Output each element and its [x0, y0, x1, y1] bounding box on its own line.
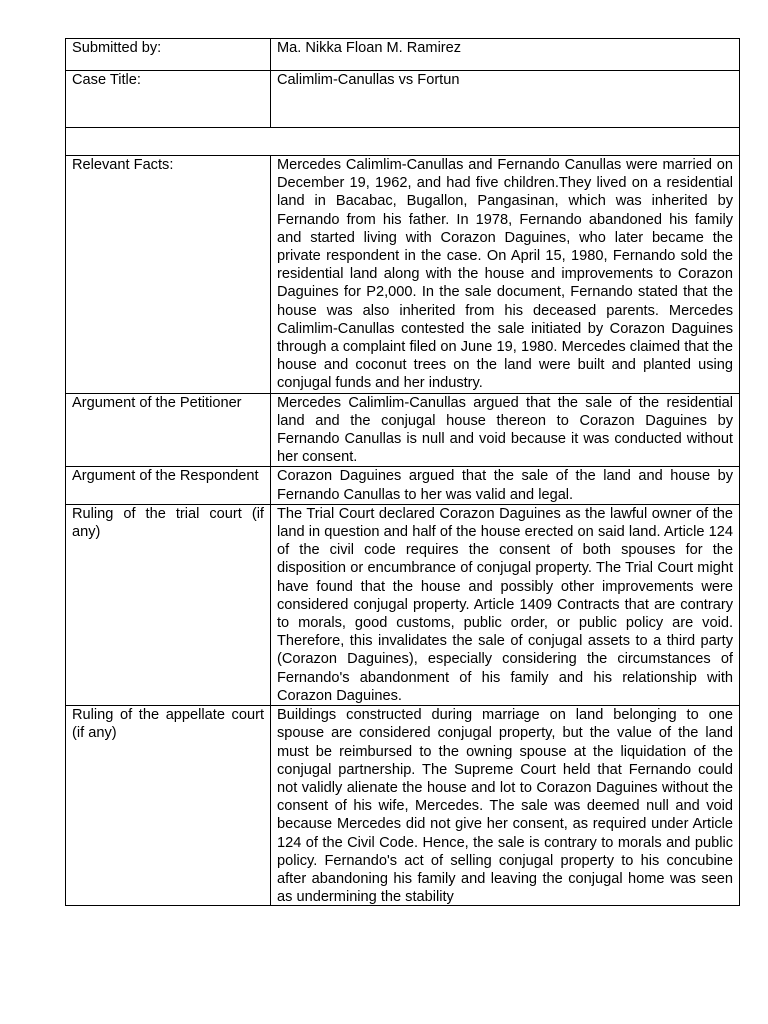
argument-petitioner-row [66, 393, 740, 467]
case-title-value: Calimlim-Canullas vs Fortun [271, 71, 740, 128]
case-title-label: Case Title: [66, 71, 271, 128]
case-digest-table [65, 38, 740, 906]
ruling-appellate-value: Buildings constructed during marriage on land belonging to one spouse are considered conjugal property, but the value of the land must be reimbursed to the owning spouse at the liquidation of the conjugal partnership. The Supreme Court held that Fernando could not validly alienate the house and lot to Corazon Daguines without the consent of his wife, Mercedes. The sale was deemed null and void because Mercedes did not give her consent, as required under Article 124 of the Civil Code. Hence, the sale is contrary to morals and public policy. Fernando's act of selling conjugal property to his concubine after abandoning his family and leaving the conjugal home was seen as undermining the stability [277, 707, 733, 906]
relevant-facts-value: Mercedes Calimlim-Canullas and Fernando Canullas were married on December 19, 1962, and had five children.They lived on a residential land in Bacabac, Bugallon, Pangasinan, which was inherited by Fernando from his father. In 1978, Fernando abandoned his family and started living with Corazon Daguines, who later became the private respondent in the case. On April 15, 1980, Fernando sold the residential land along with the house and improvements to Corazon Daguines for P2,000. In the sale document, Fernando stated that the house was also inherited from his deceased parents. Mercedes Calimlim-Canullas contested the sale initiated by Corazon Daguines through a complaint filed on June 19, 1980. Mercedes claimed that the house and coconut trees on the land were built and planted using conjugal funds and her industry. [271, 156, 740, 394]
blank-cell [66, 128, 740, 156]
ruling-trial-value: The Trial Court declared Corazon Daguines as the lawful owner of the land in question and half of the house erected on said land. Article 124 of the civil code requires the consent of both spouses for the disposition or encumbrance of conjugal property. The Trial Court might have found that the house and possibly other improvements were considered conjugal property. Article 1409 Contracts that are contrary to morals, good customs, public order, or public policy are void. Therefore, this invalidates the sale of conjugal assets to a third party (Corazon Daguines), especially considering the circumstances of Fernando's abandonment of his family and his relationship with Corazon Daguines. [271, 504, 740, 705]
relevant-facts-row [66, 156, 740, 394]
argument-respondent-row [66, 467, 740, 504]
argument-petitioner-value: Mercedes Calimlim-Canullas argued that the sale of the residential land and the conjugal house thereon to Corazon Daguines by Fernando Canullas is null and void because it was conducted without her consent. [271, 393, 740, 467]
ruling-trial-label: Ruling of the trial court (if any) [66, 504, 271, 705]
case-digest-page [65, 38, 739, 906]
argument-respondent-label: Argument of the Respondent [66, 467, 271, 504]
ruling-appellate-row [66, 706, 740, 906]
ruling-appellate-cell [271, 706, 740, 906]
blank-row [66, 128, 740, 156]
ruling-appellate-label: Ruling of the appellate court (if any) [66, 706, 271, 906]
submitted-by-row [66, 39, 740, 71]
submitted-by-value: Ma. Nikka Floan M. Ramirez [271, 39, 740, 71]
argument-respondent-value: Corazon Daguines argued that the sale of the land and house by Fernando Canullas to her was valid and legal. [271, 467, 740, 504]
relevant-facts-label: Relevant Facts: [66, 156, 271, 394]
case-title-row [66, 71, 740, 128]
argument-petitioner-label: Argument of the Petitioner [66, 393, 271, 467]
submitted-by-label: Submitted by: [66, 39, 271, 71]
ruling-trial-row [66, 504, 740, 705]
